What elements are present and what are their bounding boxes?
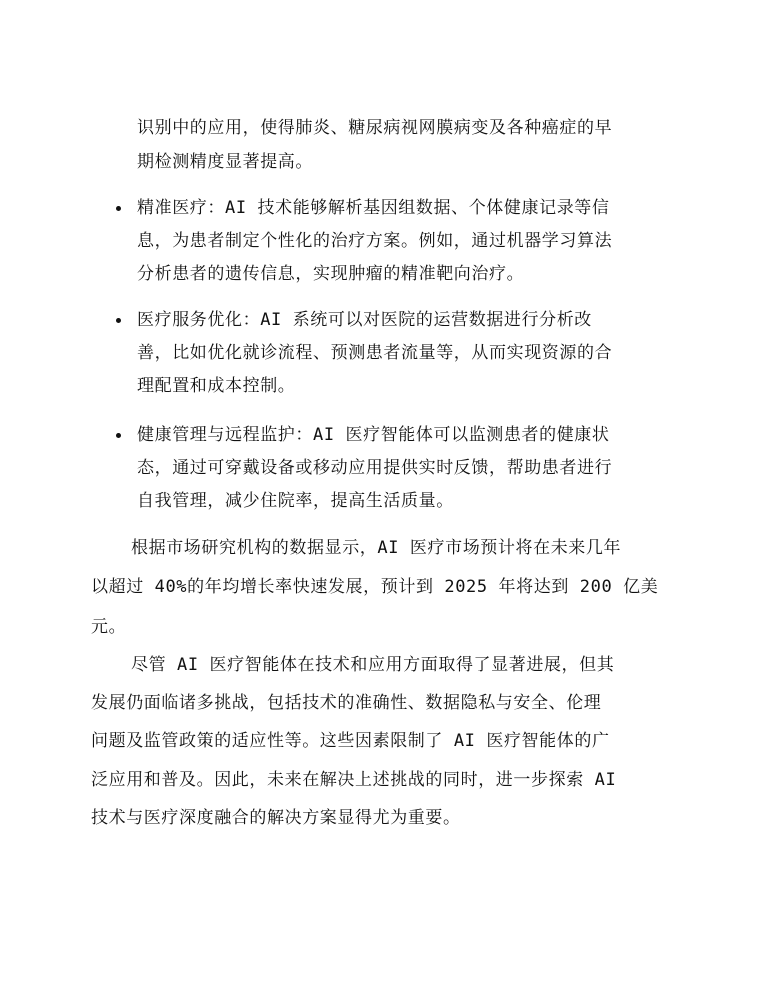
text-line: 尽管 AI 医疗智能体在技术和应用方面取得了显著进展，但其 [131, 655, 615, 675]
text-line: 元。 [91, 617, 127, 637]
text-line: 医疗服务优化：AI 系统可以对医院的运营数据进行分析改 [137, 310, 592, 330]
text-line: 期检测精度显著提高。 [137, 152, 313, 172]
bullet-dot-icon [116, 318, 121, 323]
text-line: 息，为患者制定个性化的治疗方案。例如，通过机器学习算法 [137, 231, 613, 251]
text-line: 以超过 40%的年均增长率快速发展，预计到 2025 年将达到 200 亿美 [91, 577, 659, 597]
bullet-dot-icon [116, 206, 121, 211]
text-line: 精准医疗：AI 技术能够解析基因组数据、个体健康记录等信 [137, 198, 610, 218]
bullet-dot-icon [116, 433, 121, 438]
text-line: 泛应用和普及。因此，未来在解决上述挑战的同时，进一步探索 AI [91, 770, 617, 790]
text-line: 根据市场研究机构的数据显示，AI 医疗市场预计将在未来几年 [131, 538, 622, 558]
text-line: 问题及监管政策的适应性等。这些因素限制了 AI 医疗智能体的广 [91, 731, 610, 751]
text-line: 态，通过可穿戴设备或移动应用提供实时反馈，帮助患者进行 [137, 458, 613, 478]
text-line: 善，比如优化就诊流程、预测患者流量等，从而实现资源的合 [137, 343, 613, 363]
text-line: 健康管理与远程监护：AI 医疗智能体可以监测患者的健康状 [137, 425, 610, 445]
text-line: 识别中的应用，使得肺炎、糖尿病视网膜病变及各种癌症的早 [137, 118, 613, 138]
text-line: 理配置和成本控制。 [137, 376, 296, 396]
text-line: 发展仍面临诸多挑战，包括技术的准确性、数据隐私与安全、伦理 [91, 693, 602, 713]
text-line: 技术与医疗深度融合的解决方案显得尤为重要。 [91, 808, 461, 828]
text-line: 分析患者的遗传信息，实现肿瘤的精准靶向治疗。 [137, 264, 525, 284]
text-line: 自我管理，减少住院率，提高生活质量。 [137, 491, 454, 511]
